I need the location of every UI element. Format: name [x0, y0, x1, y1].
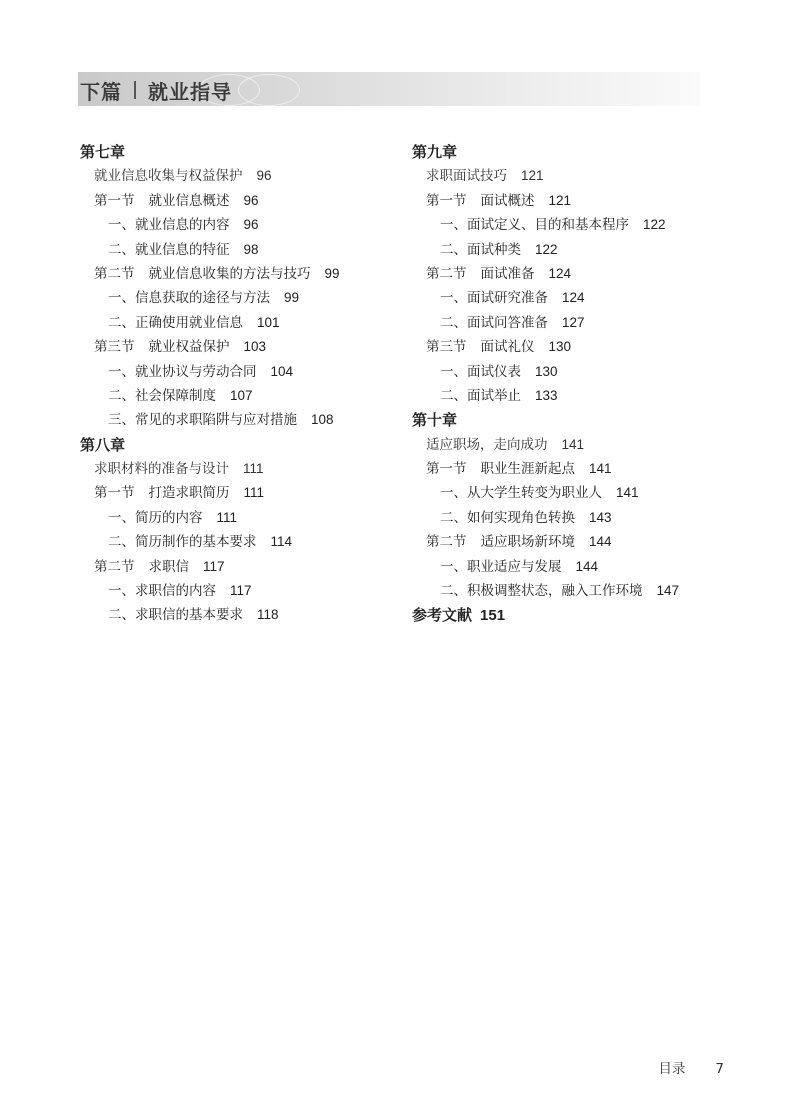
subsection-title: 一、信息获取的途径与方法	[108, 290, 270, 307]
subsection-title: 二、面试种类	[440, 241, 521, 258]
page-number: 130	[535, 363, 558, 379]
section-title: 面试准备	[480, 265, 535, 282]
subsection-title: 一、面试仪表	[440, 363, 521, 380]
subsection-title: 二、积极调整状态，融入工作环境	[440, 583, 643, 600]
chapter-title-text: 求职材料的准备与设计	[94, 461, 229, 478]
page-number: 130	[548, 339, 572, 355]
subsection-entry[interactable]	[412, 481, 722, 505]
page-number: 121	[521, 168, 544, 184]
page-number: 147	[656, 583, 680, 599]
toc-left-column	[80, 140, 400, 628]
section-label: 第三节	[94, 339, 135, 356]
subsection-title: 二、面试问答准备	[440, 314, 548, 331]
subsection-entry[interactable]	[412, 384, 722, 408]
chapter-label: 第七章	[80, 143, 126, 161]
subsection-entry[interactable]	[80, 603, 400, 627]
subsection-title: 三、常见的求职陷阱与应对措施	[108, 412, 297, 429]
footer-page-number: 7	[715, 1061, 724, 1077]
page-number: 101	[257, 314, 280, 330]
subsection-entry[interactable]	[412, 213, 722, 237]
section-label: 第一节	[426, 192, 467, 209]
section-entry[interactable]	[412, 457, 722, 481]
page-number: 104	[270, 363, 294, 379]
subsection-title: 一、简历的内容	[108, 509, 203, 526]
section-entry[interactable]	[80, 262, 400, 286]
page-number: 98	[243, 241, 259, 257]
page-number: 111	[243, 461, 264, 477]
subsection-title: 一、就业信息的内容	[108, 217, 230, 234]
subsection-entry[interactable]	[80, 286, 400, 310]
section-entry[interactable]	[412, 262, 722, 286]
chapter-label: 第九章	[412, 143, 458, 161]
section-title: 求职信	[148, 558, 189, 575]
page-number: 117	[203, 558, 225, 574]
chapter-heading[interactable]	[412, 140, 722, 164]
subsection-title: 二、求职信的基本要求	[108, 607, 243, 624]
section-title: 面试概述	[480, 192, 535, 209]
section-title: 适应职场新环境	[480, 534, 575, 551]
subsection-title: 一、从大学生转变为职业人	[440, 485, 602, 502]
subsection-entry[interactable]	[80, 213, 400, 237]
page-number: 99	[324, 265, 340, 281]
page-number: 141	[616, 485, 639, 501]
subsection-title: 二、社会保障制度	[108, 387, 216, 404]
page-number: 114	[270, 534, 293, 550]
subsection-title: 二、如何实现角色转换	[440, 509, 575, 526]
subsection-title: 二、就业信息的特征	[108, 241, 230, 258]
subsection-title: 一、求职信的内容	[108, 583, 216, 600]
section-entry[interactable]	[80, 481, 400, 505]
part-title: 就业指导	[148, 79, 232, 104]
part-header	[80, 76, 232, 104]
section-label: 第二节	[426, 265, 467, 282]
references-label: 参考文献	[412, 606, 473, 625]
section-entry[interactable]	[80, 189, 400, 213]
page-number: 144	[589, 534, 612, 550]
page-number: 143	[589, 509, 612, 525]
page-number: 124	[548, 265, 572, 281]
section-title: 就业信息概述	[148, 192, 230, 209]
section-entry[interactable]	[80, 555, 400, 579]
subsection-entry[interactable]	[80, 238, 400, 262]
section-entry[interactable]	[412, 530, 722, 554]
page-number: 124	[562, 290, 585, 306]
subsection-title: 一、面试定义、目的和基本程序	[440, 217, 629, 234]
page-number: 118	[257, 607, 279, 623]
page-number: 108	[311, 412, 334, 428]
subsection-entry[interactable]	[412, 238, 722, 262]
section-title: 职业生涯新起点	[480, 461, 575, 478]
page-number: 96	[256, 168, 272, 184]
chapter-heading[interactable]	[412, 408, 722, 432]
section-entry[interactable]	[80, 335, 400, 359]
section-label: 第一节	[94, 485, 135, 502]
footer-label: 目录	[658, 1061, 686, 1077]
subsection-entry[interactable]	[80, 408, 400, 432]
page-number: 141	[561, 436, 585, 452]
page-number: 107	[230, 387, 253, 403]
chapter-label: 第十章	[412, 411, 458, 430]
toc-right-column	[412, 140, 722, 628]
header-separator	[134, 81, 136, 99]
section-entry[interactable]	[412, 189, 722, 213]
page-footer	[658, 1057, 724, 1077]
page-number: 103	[243, 339, 267, 355]
subsection-title: 二、面试举止	[440, 387, 521, 404]
page-number: 121	[548, 192, 572, 208]
section-label: 第二节	[94, 265, 135, 282]
chapter-title[interactable]	[412, 433, 722, 457]
part-label: 下篇	[80, 79, 122, 104]
section-label: 第二节	[426, 534, 467, 551]
page-number: 127	[562, 314, 585, 330]
subsection-entry[interactable]	[80, 506, 400, 530]
references-entry[interactable]	[412, 603, 722, 627]
subsection-title: 二、正确使用就业信息	[108, 314, 243, 331]
page-number: 144	[575, 558, 599, 574]
section-label: 第三节	[426, 339, 467, 356]
page-number: 117	[230, 583, 252, 599]
page-number: 111	[243, 485, 265, 501]
subsection-entry[interactable]	[412, 311, 722, 335]
section-title: 就业信息收集的方法与技巧	[148, 265, 311, 282]
subsection-entry[interactable]	[412, 579, 722, 603]
subsection-entry[interactable]	[80, 360, 400, 384]
chapter-title-text: 求职面试技巧	[426, 168, 507, 185]
chapter-heading[interactable]	[80, 140, 400, 164]
chapter-title-text: 就业信息收集与权益保护	[94, 168, 243, 185]
page-number: 96	[243, 192, 259, 208]
section-label: 第一节	[94, 192, 135, 209]
subsection-entry[interactable]	[80, 530, 400, 554]
chapter-label: 第八章	[80, 435, 126, 454]
subsection-entry[interactable]	[80, 384, 400, 408]
page-number: 122	[535, 241, 558, 257]
chapter-title[interactable]	[80, 164, 400, 188]
subsection-entry[interactable]	[412, 360, 722, 384]
page-number: 111	[216, 509, 238, 525]
page-number: 122	[643, 217, 666, 233]
chapter-title-text: 适应职场，走向成功	[426, 436, 548, 453]
subsection-entry[interactable]	[412, 506, 722, 530]
page-number: 99	[284, 290, 300, 306]
subsection-entry[interactable]	[80, 579, 400, 603]
chapter-heading[interactable]	[80, 433, 400, 457]
page-number: 141	[589, 461, 612, 477]
section-title: 就业权益保护	[148, 339, 230, 356]
section-label: 第一节	[426, 461, 467, 478]
page-number: 96	[243, 217, 259, 233]
section-title: 面试礼仪	[480, 339, 535, 356]
section-entry[interactable]	[412, 335, 722, 359]
subsection-entry[interactable]	[80, 311, 400, 335]
section-title: 打造求职简历	[148, 485, 230, 502]
subsection-title: 一、就业协议与劳动合同	[108, 363, 257, 380]
subsection-entry[interactable]	[412, 555, 722, 579]
page-number: 151	[480, 607, 506, 625]
section-label: 第二节	[94, 558, 135, 575]
header-decoration	[238, 74, 300, 106]
subsection-entry[interactable]	[412, 286, 722, 310]
page-number: 133	[535, 387, 558, 403]
subsection-title: 一、职业适应与发展	[440, 558, 562, 575]
chapter-title[interactable]	[80, 457, 400, 481]
chapter-title[interactable]	[412, 164, 722, 188]
subsection-title: 一、面试研究准备	[440, 290, 548, 307]
subsection-title: 二、简历制作的基本要求	[108, 534, 257, 551]
